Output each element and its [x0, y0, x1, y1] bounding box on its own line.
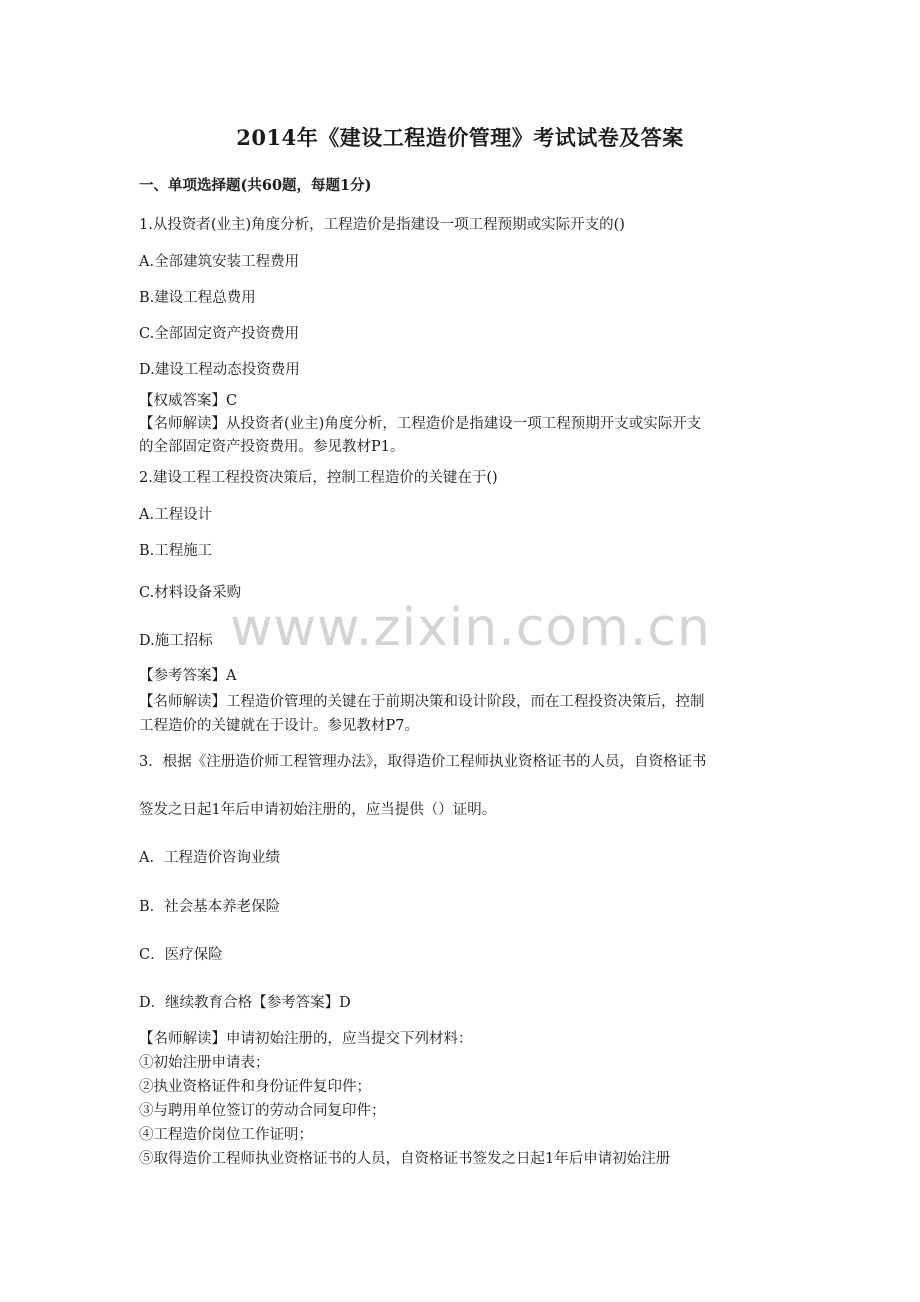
q3-option-d-and-answer: D．继续教育合格【参考答案】D	[139, 995, 351, 1011]
q3-option-c: C．医疗保险	[139, 947, 223, 963]
q2-option-d: D.施工招标	[139, 633, 213, 649]
question-3-line-2: 签发之日起1年后申请初始注册的，应当提供（）证明。	[139, 802, 497, 818]
q3-option-b: B．社会基本养老保险	[139, 899, 281, 915]
q2-option-a: A.工程设计	[139, 507, 213, 523]
section-heading: 一、单项选择题(共60题，每题1分)	[139, 177, 372, 194]
q2-option-c: C.材料设备采购	[139, 585, 242, 601]
q3-material-item-4: ④工程造价岗位工作证明；	[139, 1127, 313, 1143]
q3-material-item-2: ②执业资格证件和身份证件复印件；	[139, 1079, 371, 1095]
q2-option-b: B.工程施工	[139, 543, 213, 559]
q1-explanation-line-1: 【名师解读】从投资者(业主)角度分析，工程造价是指建设一项工程预期开支或实际开支	[139, 416, 702, 432]
q1-option-b: B.建设工程总费用	[139, 290, 256, 306]
q3-option-a: A．工程造价咨询业绩	[139, 850, 280, 866]
question-3-line-1: 3．根据《注册造价师工程管理办法》，取得造价工程师执业资格证书的人员，自资格证书	[139, 754, 707, 770]
q2-answer: 【参考答案】A	[139, 668, 237, 684]
site-watermark: www.zixin.com.cn	[230, 598, 711, 658]
q2-explanation-line-1: 【名师解读】工程造价管理的关键在于前期决策和设计阶段，而在工程投资决策后，控制	[139, 694, 705, 710]
q1-explanation-line-2: 的全部固定资产投资费用。参见教材P1。	[139, 439, 405, 455]
q3-explanation-line-1: 【名师解读】申请初始注册的，应当提交下列材料：	[139, 1031, 473, 1047]
q3-material-item-3: ③与聘用单位签订的劳动合同复印件；	[139, 1103, 386, 1119]
question-2: 2.建设工程工程投资决策后，控制工程造价的关键在于()	[139, 470, 498, 486]
q2-explanation-line-2: 工程造价的关键就在于设计。参见教材P7。	[139, 718, 419, 734]
q1-answer: 【权威答案】C	[139, 393, 238, 409]
document-title: 2014年《建设工程造价管理》考试试卷及答案	[236, 125, 684, 150]
q3-material-item-5: ⑤取得造价工程师执业资格证书的人员，自资格证书签发之日起1年后申请初始注册	[139, 1151, 671, 1167]
q1-option-c: C.全部固定资产投资费用	[139, 326, 300, 342]
q3-material-item-1: ①初始注册申请表；	[139, 1055, 270, 1071]
question-1: 1.从投资者(业主)角度分析，工程造价是指建设一项工程预期或实际开支的()	[139, 217, 625, 233]
q1-option-d: D.建设工程动态投资费用	[139, 362, 300, 378]
q1-option-a: A.全部建筑安装工程费用	[139, 254, 300, 270]
